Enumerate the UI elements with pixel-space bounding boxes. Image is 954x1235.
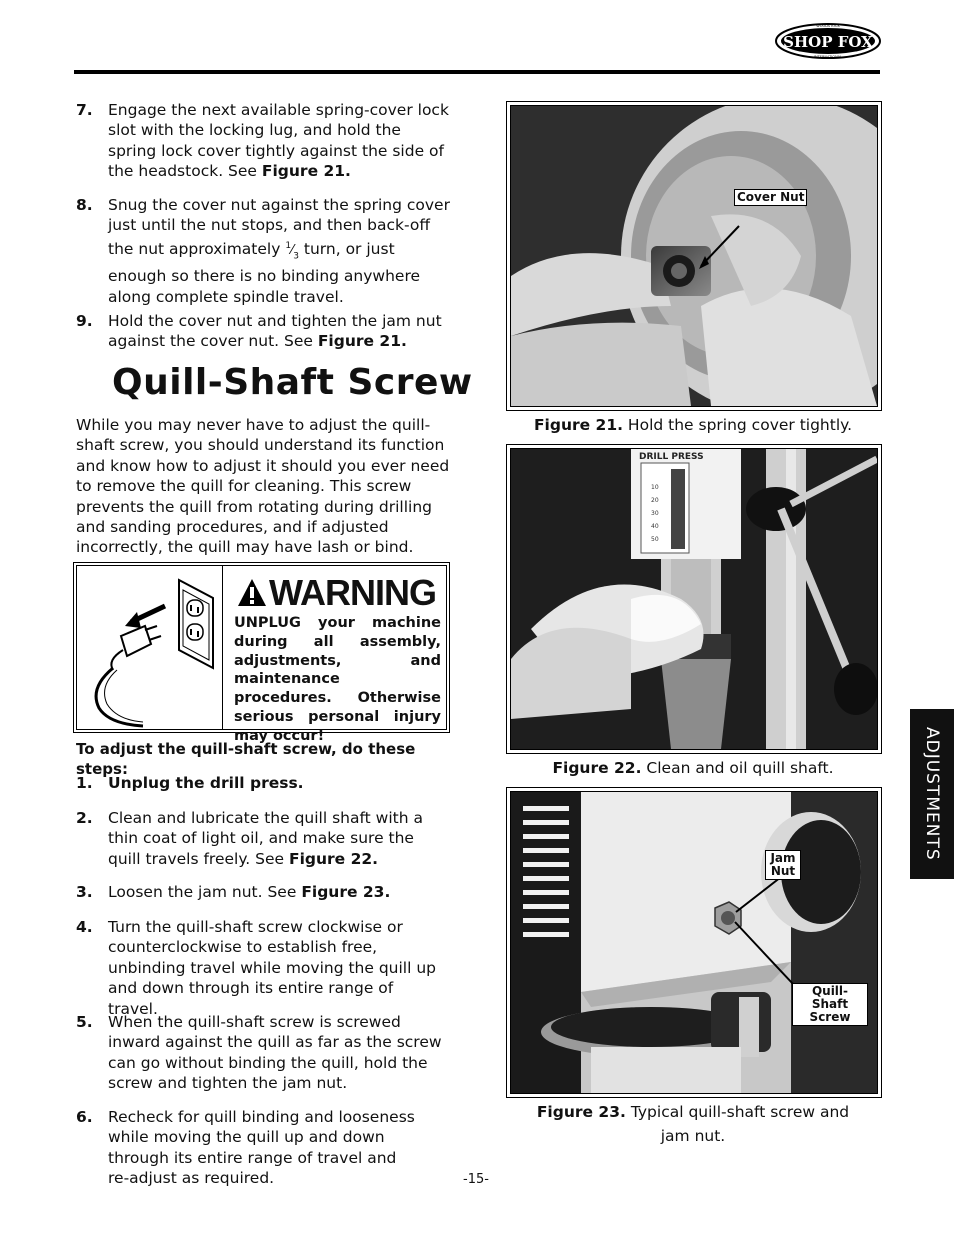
- page-number: -15-: [463, 1172, 489, 1187]
- warning-title: [237, 572, 436, 614]
- step-text: Clean and lubricate the quill shaft with a thin coat of light oil, and make sure the quill travels freely. See: [108, 809, 423, 868]
- header-rule: [74, 70, 880, 74]
- logo-text: SHOP FOX: [783, 33, 873, 51]
- step-text: Hold the cover nut and tighten the jam nut against the cover nut. See: [108, 312, 442, 351]
- logo-small-top: WOODSTOCK: [816, 24, 840, 28]
- scale-tick: 50: [651, 536, 659, 543]
- step-text: Snug the cover nut against the spring cover just until the nut stops, and then back-off the nut approximately: [108, 196, 450, 258]
- steps-intro: To adjust the quill-shaft screw, do these steps:: [76, 740, 416, 779]
- jam-nut-photo: [511, 792, 877, 1093]
- figure-22-caption: [506, 756, 880, 780]
- step-text-cont: turn, or just enough so there is no binding anywhere along complete spindle travel.: [108, 239, 421, 306]
- figure-21-photo: [506, 101, 882, 411]
- step-number: 7.: [76, 101, 93, 119]
- section-tab-label: ADJUSTMENTS: [922, 727, 942, 861]
- quill-shaft-photo: [511, 449, 877, 749]
- callout-jam-nut: Jam Nut: [765, 850, 801, 880]
- figure-caption-text: Hold the spring cover tightly.: [623, 416, 853, 434]
- figure-caption-text: Typical quill-shaft screw and jam nut.: [625, 1103, 850, 1145]
- logo-small-bottom: INTERNATIONAL: [813, 55, 843, 59]
- warning-box: [73, 562, 450, 744]
- figure-ref: Figure 23.: [301, 883, 391, 901]
- figure-22-photo: [506, 444, 882, 754]
- step-text: When the quill-shaft screw is screwed inward against the quill as far as the screw can go without binding the quill, hold the screw and tighten the jam nut.: [108, 1013, 442, 1093]
- callout-cover-nut: Cover Nut: [734, 189, 807, 206]
- panel-label: DRILL PRESS: [639, 452, 704, 462]
- step-text: Engage the next available spring-cover lock slot with the locking lug, and hold the spring lock cover tightly against the side of the headstock. See: [108, 101, 449, 181]
- step-text: Turn the quill-shaft screw clockwise or counterclockwise to establish free, unbinding travel while moving the quill up and down through its entire range of travel.: [108, 918, 437, 1018]
- figure-23-caption: [530, 1100, 856, 1148]
- step-number: 4.: [76, 918, 93, 936]
- figure-21-caption: [506, 413, 880, 437]
- section-title: Quill-Shaft Screw: [112, 362, 473, 403]
- step-number: 5.: [76, 1013, 93, 1031]
- figure-ref: Figure 22.: [289, 849, 379, 868]
- step-number: 9.: [76, 312, 93, 330]
- step-number: 3.: [76, 883, 93, 901]
- figure-ref: Figure 21.: [317, 332, 407, 351]
- figure-label: Figure 22.: [552, 759, 642, 777]
- warning-divider: [222, 566, 223, 729]
- step-number: 2.: [76, 809, 93, 827]
- scale-tick: 30: [651, 510, 659, 517]
- spring-cover-photo: [511, 106, 877, 406]
- unplug-outlet-icon: [83, 570, 219, 728]
- warning-text: UNPLUG your machine during all assembly, adjustments, and maintenance procedures. Otherwise serious personal injury may occur!: [234, 615, 441, 744]
- step-text: Recheck for quill binding and looseness while moving the quill up and down through its entire range of travel and re-adjust as required.: [108, 1108, 415, 1188]
- figure-label: Figure 21.: [533, 416, 623, 434]
- step-text: Unplug the drill press.: [108, 774, 304, 792]
- scale-tick: 40: [651, 523, 659, 530]
- section-tab: [910, 709, 954, 879]
- shop-fox-logo: [774, 22, 882, 60]
- step-number: 1.: [76, 774, 93, 792]
- fraction-numerator: 1: [285, 240, 292, 251]
- fraction-denominator: 3: [293, 251, 299, 262]
- figure-label: Figure 23.: [536, 1103, 626, 1121]
- callout-quill-shaft-screw: Quill-Shaft Screw: [792, 983, 868, 1026]
- intro-paragraph: While you may never have to adjust the quill-shaft screw, you should understand its function and know how to adjust it should you ever need to remove the quill for cleaning. This screw prevents the quill from rotating during drilling and sanding procedures, and if adjusted incorrectly, the quill may have lash or bind.: [76, 416, 450, 557]
- figure-caption-text: Clean and oil quill shaft.: [641, 759, 834, 777]
- step-text: Loosen the jam nut. See: [108, 883, 302, 901]
- scale-tick: 10: [651, 484, 659, 491]
- warning-triangle-icon: [237, 578, 267, 608]
- figure-ref: Figure 21.: [261, 162, 351, 181]
- warning-title-text: WARNING: [269, 572, 436, 613]
- figure-23-photo: [506, 787, 882, 1098]
- scale-tick: 20: [651, 497, 659, 504]
- step-number: 6.: [76, 1108, 93, 1126]
- step-number: 8.: [76, 196, 93, 214]
